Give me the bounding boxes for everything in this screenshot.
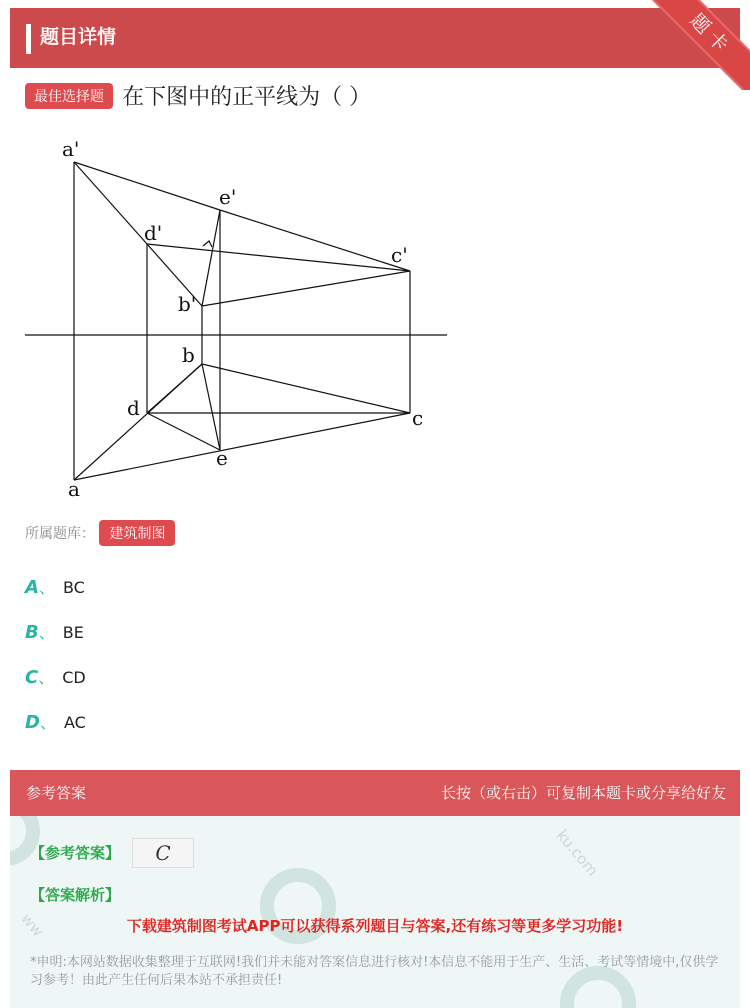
- option-a[interactable]: [25, 575, 85, 601]
- label-e: e: [216, 446, 228, 470]
- label-b-prime: b': [178, 292, 197, 316]
- label-b: b: [182, 343, 195, 367]
- option-letter: C: [25, 667, 39, 688]
- option-letter: A: [25, 577, 39, 598]
- label-a: a: [68, 477, 80, 501]
- answer-header: [10, 770, 740, 816]
- label-c-prime: c': [391, 243, 408, 267]
- watermark-text: ww: [17, 909, 48, 941]
- label-d-prime: d': [144, 221, 163, 245]
- share-hint: 长按（或右击）可复制本题卡或分享给好友: [440, 784, 726, 802]
- option-separator: 、: [38, 623, 55, 642]
- answer-section-title: 参考答案: [26, 784, 87, 802]
- watermark-text: ku.com: [552, 826, 602, 880]
- option-text: BE: [62, 623, 84, 642]
- option-letter: D: [25, 712, 40, 733]
- line-b-e: [202, 364, 220, 450]
- label-c: c: [412, 406, 424, 430]
- answer-label: 【参考答案】: [30, 844, 121, 862]
- corner-badge[interactable]: 题卡: [650, 0, 750, 90]
- question-type-tag: 最佳选择题: [25, 83, 113, 109]
- line-e1-b1: [202, 210, 220, 306]
- label-a-prime: a': [62, 137, 80, 161]
- option-text: AC: [63, 713, 86, 732]
- option-letter: B: [25, 622, 39, 643]
- corner-ribbon[interactable]: [650, 0, 750, 90]
- analysis-label: 【答案解析】: [30, 886, 121, 904]
- option-c[interactable]: [25, 665, 86, 691]
- line-d1-c1: [147, 244, 410, 271]
- label-d: d: [127, 396, 140, 420]
- option-separator: 、: [38, 668, 55, 687]
- page-header: [10, 8, 740, 68]
- question-bank: [25, 520, 175, 546]
- line-b1-c1: [202, 271, 410, 306]
- line-d-e: [147, 413, 220, 450]
- option-b[interactable]: [25, 620, 84, 646]
- page-title: 题目详情: [40, 26, 117, 48]
- disclaimer-text: *申明:本网站数据收集整理于互联网!我们并未能对答案信息进行核对!本信息不能用于生产、生活、考试等情境中,仅供学习参考！由此产生任何后果本站不承担责任!: [30, 955, 719, 988]
- line-d-b: [147, 364, 202, 413]
- question-line: [25, 80, 371, 110]
- right-angle-mark: [203, 241, 212, 247]
- bank-tag[interactable]: 建筑制图: [99, 520, 175, 546]
- app-promo-link[interactable]: 下载建筑制图考试APP可以获得系列题目与答案,还有练习等更多学习功能!: [126, 917, 624, 935]
- answer-body: [10, 816, 740, 1008]
- line-a-c: [74, 413, 410, 480]
- line-b-c: [202, 364, 410, 413]
- question-text: 在下图中的正平线为（ ）: [122, 85, 372, 110]
- option-separator: 、: [38, 578, 55, 597]
- answer-value-image: C: [132, 838, 194, 868]
- label-e-prime: e': [219, 185, 237, 209]
- option-text: CD: [62, 668, 86, 687]
- option-separator: 、: [39, 713, 56, 732]
- option-text: BC: [62, 578, 85, 597]
- header-accent-bar: [26, 24, 31, 54]
- projection-figure: [20, 128, 460, 508]
- option-d[interactable]: [25, 710, 86, 736]
- bank-label: 所属题库：: [25, 526, 95, 542]
